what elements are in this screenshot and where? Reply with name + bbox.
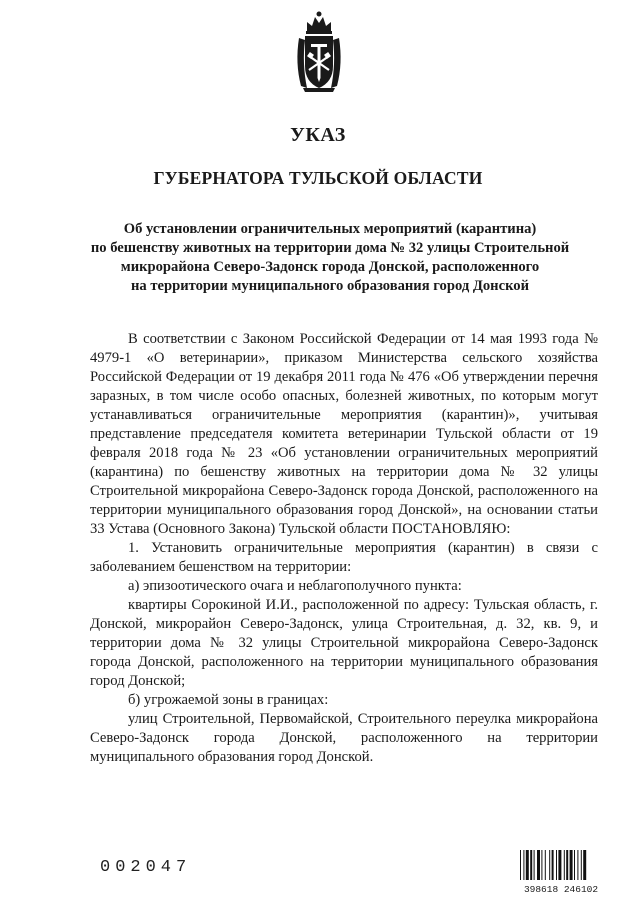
barcode — [520, 850, 602, 895]
subject-line: Об установлении ограничительных мероприятий (карантина) — [123, 221, 537, 237]
clause-1: 1. Установить ограничительные мероприятия (карантин) в связи с заболеванием бешенством на территории: — [90, 540, 598, 575]
document-body — [90, 330, 598, 767]
document-title: УКАЗ — [290, 124, 346, 146]
barcode-digits: 398618 246102 — [523, 884, 599, 895]
barcode-icon — [520, 850, 602, 880]
clause-1b-heading: б) угрожаемой зоны в границах: — [128, 692, 329, 708]
document-serial-number: 002047 — [100, 858, 192, 877]
document-subject — [60, 220, 600, 296]
clause-1a-heading: а) эпизоотического очага и неблагополучного пункта: — [128, 578, 462, 594]
clause-1a-text: квартиры Сорокиной И.И., расположенной по адресу: Тульская область, г. Донской, микрорайон Северо-Задонск, улица Строительная, д. 32, кв. 9, и территории дома № 32 улицы Строительной микрорайона Северо-Задонск города Донской, расположенного на территории муниципального образования город Донской; — [90, 597, 598, 689]
document-issuer: ГУБЕРНАТОРА ТУЛЬСКОЙ ОБЛАСТИ — [153, 168, 483, 188]
subject-line: микрорайона Северо-Задонск города Донской, расположенного — [120, 259, 540, 275]
subject-line: по бешенству животных на территории дома № 32 улицы Строительной — [90, 240, 570, 256]
tula-coat-of-arms-icon — [293, 8, 345, 94]
clause-1b-text: улиц Строительной, Первомайской, Строительного переулка микрорайона Северо-Задонск города Донской, расположенного на территории муниципального образования город Донской. — [90, 711, 598, 765]
subject-line: на территории муниципального образования город Донской — [130, 278, 529, 294]
preamble-paragraph: В соответствии с Законом Российской Федерации от 14 мая 1993 года № 4979-1 «О ветеринарии», приказом Министерства сельского хозяйства Российской Федерации от 19 декабря 2011 года № 476 «Об утверждении перечня заразных, в том числе особо опасных, болезней животных, по которым могут устанавливаться ограничительные мероприятия (карантин)», учитывая представление председателя комитета ветеринарии Тульской области от 19 февраля 2018 года № 23 «Об установлении ограничительных мероприятий (карантина) по бешенству животных на территории дома № 32 улицы Строительной микрорайона Северо-Задонск города Донской, расположенного на территории муниципального образования город Донской», на основании статьи 33 Устава (Основного Закона) Тульской области ПОСТАНОВЛЯЮ: — [90, 331, 598, 537]
